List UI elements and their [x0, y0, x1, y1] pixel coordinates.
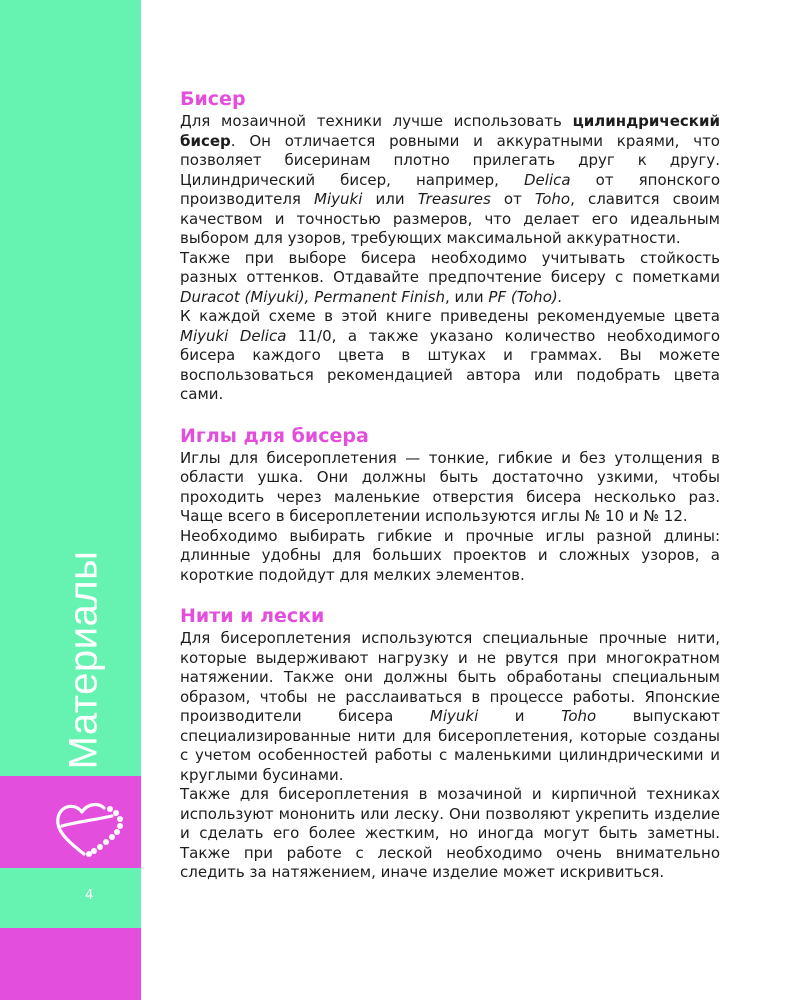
text-run: К каждой схеме в этой книге приведены рекомендуемые цвета [180, 307, 720, 325]
italic-text: Miyuki [429, 707, 479, 725]
text-run: Для бисероплетения используются специальные прочные нити, которые выдерживают нагрузку и не рвутся при многократном натяжении. Также они должны быть обработаны специальным образом, чтобы не расслаиваться в процессе работы. Японские производители бисера [180, 629, 720, 725]
section-needles [180, 423, 720, 586]
sidebar-bottom-band [0, 928, 141, 1000]
text-run: и [478, 707, 562, 725]
main-content [180, 86, 720, 901]
italic-text: Toho [534, 190, 571, 208]
text-run: , славится своим качеством и точностью размеров, что делает его идеальным выбором для узоров, требующих максимальной аккуратности. [180, 190, 721, 247]
paragraph [180, 307, 720, 405]
italic-text: Delica [524, 170, 571, 189]
text-run: 11/0, а также указано количество необходимого бисера каждого цвета в штуках и граммах. Вы можете воспользоваться рекомендацией автора или подобрать цвета сами. [180, 326, 721, 403]
text-run: Для мозаичной техники лучше использовать [180, 112, 573, 130]
page-number: 4 [85, 888, 94, 903]
italic-text: Miyuki [314, 190, 363, 208]
heart-bead-icon [54, 796, 132, 862]
section-threads [180, 603, 720, 883]
text-run: Иглы для бисероплетения — тонкие, гибкие и без утолщения в области ушка. Они должны быть достаточно узкими, чтобы проходить через маленькие отверстия бисера несколько раз. Чаще всего в бисероплетении используются иглы № 10 и № 12. [180, 448, 720, 525]
text-run: Необходимо выбирать гибкие и прочные иглы разной длины: длинные удобны для больших проектов и сложных узоров, а короткие подойдут для мелких элементов. [180, 526, 720, 584]
text-run: . Он отличается ровными и аккуратными краями, что позволяет бисеринам плотно прилегать друг к другу. Цилиндрический бисер, например, [180, 131, 720, 189]
paragraph [180, 527, 720, 586]
paragraph [180, 785, 720, 883]
text-run: от [490, 190, 535, 208]
text-run: Также при выборе бисера необходимо учитывать стойкость разных оттенков. Отдавайте предпочтение бисеру с пометками [180, 248, 720, 286]
italic-text: Toho [561, 707, 597, 725]
chapter-title: Материалы [61, 550, 106, 770]
paragraph [180, 449, 720, 527]
text-run: , или [445, 287, 489, 306]
paragraph [180, 112, 720, 249]
italic-text: Miyuki Delica [180, 326, 287, 345]
section-heading: Бисер [180, 88, 246, 110]
italic-text: Duracot (Miyuki), Permanent Finish [180, 287, 446, 306]
italic-text: Treasures [417, 190, 491, 208]
text-run: выпускают специализированные нити для бисероплетения, которые созданы с учетом особенностей работы с маленькими цилиндрическими и круглыми бусинами. [180, 707, 720, 784]
text-run: Также для бисероплетения в мозачиной и кирпичной техниках используют мононить или леску. Они позволяют укрепить изделие и сделать его более жестким, но иногда могут быть заметны. Также при работе с леской необходимо очень внимательно следить за натяжением, иначе изделие может искривиться. [180, 785, 720, 881]
text-run: или [362, 190, 418, 208]
section-heading: Нити и лески [180, 605, 325, 627]
paragraph [180, 629, 720, 785]
section-heading: Иглы для бисера [180, 424, 369, 447]
paragraph [180, 249, 720, 308]
bold-text: цилиндрический бисер [180, 112, 720, 150]
text-run: от японского производителя [180, 170, 720, 208]
section-beads [180, 86, 720, 405]
italic-text: PF (Toho). [488, 287, 563, 306]
